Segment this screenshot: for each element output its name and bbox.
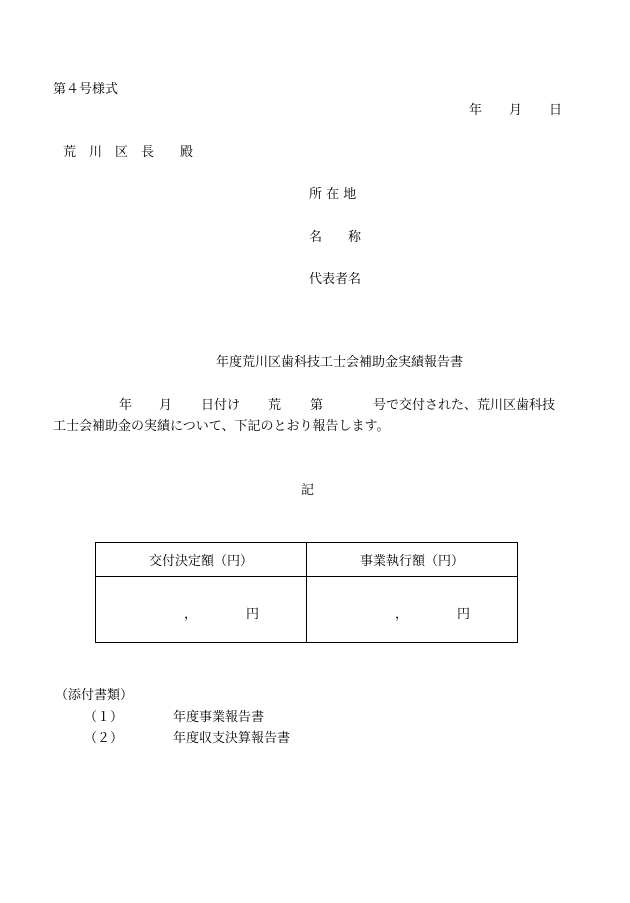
date-month-label: 月 bbox=[509, 103, 523, 118]
grant-amount-cell bbox=[96, 577, 307, 643]
attachment-1-label: 年度事業報告書 bbox=[173, 710, 265, 725]
body-month: 月 bbox=[159, 398, 173, 413]
address-label: 所 在 地 bbox=[309, 187, 357, 202]
amount-table bbox=[95, 542, 518, 643]
executed-comma: ， bbox=[395, 607, 409, 622]
executed-yen: 円 bbox=[457, 607, 471, 622]
addressee: 荒 川 区 長 殿 bbox=[63, 145, 194, 160]
attachment-1-number: （１） bbox=[84, 710, 124, 725]
body-date-suffix: 日付け bbox=[201, 398, 241, 413]
body-line2: 工士会補助金の実績について、下記のとおり報告します。 bbox=[53, 419, 390, 434]
date-year-label: 年 bbox=[469, 103, 483, 118]
report-title: 年度荒川区歯科技工士会補助金実績報告書 bbox=[216, 355, 464, 370]
body-year: 年 bbox=[119, 398, 133, 413]
grant-yen: 円 bbox=[246, 607, 260, 622]
grant-comma: ， bbox=[184, 607, 198, 622]
name-label: 名 称 bbox=[309, 230, 362, 245]
attachment-2-label: 年度収支決算報告書 bbox=[173, 731, 291, 746]
ki-heading: 記 bbox=[301, 483, 315, 498]
header-executed-amount: 事業執行額（円） bbox=[307, 543, 518, 577]
date-day-label: 日 bbox=[549, 103, 563, 118]
header-grant-amount: 交付決定額（円） bbox=[96, 543, 307, 577]
attachment-2-number: （２） bbox=[84, 731, 124, 746]
body-line1-tail: 号で交付された、荒川区歯科技 bbox=[373, 398, 556, 413]
executed-amount-cell bbox=[307, 577, 518, 643]
representative-label: 代表者名 bbox=[309, 272, 362, 287]
body-dai: 第 bbox=[310, 398, 324, 413]
body-ara: 荒 bbox=[268, 398, 282, 413]
attachments-heading: （添付書類） bbox=[55, 688, 134, 703]
form-number: 第４号様式 bbox=[53, 82, 119, 97]
